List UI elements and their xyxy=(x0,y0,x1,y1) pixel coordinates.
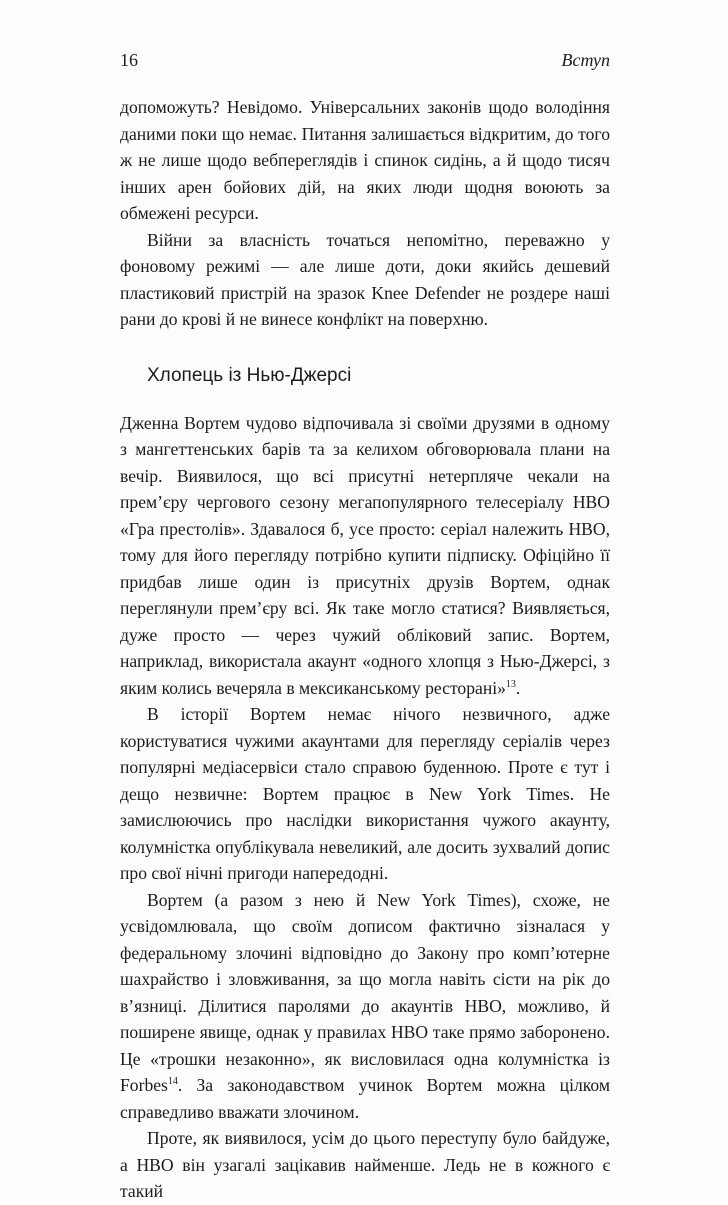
running-head: Вступ xyxy=(561,50,610,70)
paragraph-text: . xyxy=(515,677,521,698)
paragraph xyxy=(120,410,610,702)
page-body xyxy=(120,94,610,1205)
section-heading: Хлопець із Нью-Джерсі xyxy=(147,364,352,386)
page-number: 16 xyxy=(120,50,138,70)
page-header xyxy=(120,50,610,76)
paragraph: Проте, як виявилося, усім до цього переступу було байдуже, а HBO він узагалі зацікавив найменше. Ледь не в кожного є такий xyxy=(120,1128,610,1201)
paragraph-text: Дженна Вортем чудово відпочивала зі своїми друзями в одному з мангеттенських барів та за келихом обговорювала плани на вечір. Виявилося, що всі присутні нетерпляче чекали на прем’єру чергового сезону мегапопулярного телесеріалу HBO «Гра престолів». Здавалося б, усе просто: серіал належить HBO, тому для його перегляду потрібно купити підписку. Офіційно її придбав лише один із присутніх друзів Вортем, однак переглянули прем’єру всі. Як таке могло статися? Виявляється, дуже просто — через чужий обліковий запис. Вортем, наприклад, використала акаунт «одного хлопця з Нью-Джерсі, з яким колись вечеряла в мексиканському ресторані» xyxy=(120,412,610,698)
paragraph-text: . За законодавством учинок Вортем можна цілком справедливо вважати злочином. xyxy=(120,1075,610,1122)
paragraph: Війни за власність точаться непомітно, переважно у фоновому режимі — але лише доти, доки якийсь дешевий пластиковий пристрій на зразок Knee Defender не роздере наші рани до крові й не винесе конфлікт на поверхню. xyxy=(120,229,610,329)
footnote-ref[interactable]: 14 xyxy=(167,1076,178,1088)
footnote-ref[interactable]: 13 xyxy=(505,678,516,690)
paragraph: допоможуть? Невідомо. Універсальних законів щодо володіння даними поки що немає. Питання залишається відкритим, до того ж не лише щодо вебпереглядів і спинок сидінь, а й щодо тисяч інших арен бойових дій, на яких люди щодня воюють за обмежені ресурси. xyxy=(120,97,610,223)
paragraph-text: Вортем (а разом з нею й New York Times), схоже, не усвідомлювала, що своїм дописом фактично зізналася у федеральному злочині відповідно до Закону про комп’ютерне шахрайство і зловживання, за що могла навіть сісти на рік до в’язниці. Ділитися паролями до акаунтів HBO, можливо, й поширене явище, однак у правилах HBO таке прямо заборонено. Це «трошки незаконно», як висловилася одна колумністка із Forbes xyxy=(120,889,610,1095)
paragraph xyxy=(120,887,610,1126)
paragraph: В історії Вортем немає нічого незвичного, адже користуватися чужими акаунтами для перегляду серіалів через популярні медіасервіси стало справою буденною. Проте є тут і дещо незвичне: Вортем працює в New York Times. Не замислюючись про наслідки використання чужого акаунту, колумністка опублікувала невеликий, але досить зухвалий допис про свої нічні пригоди напередодні. xyxy=(120,704,610,883)
